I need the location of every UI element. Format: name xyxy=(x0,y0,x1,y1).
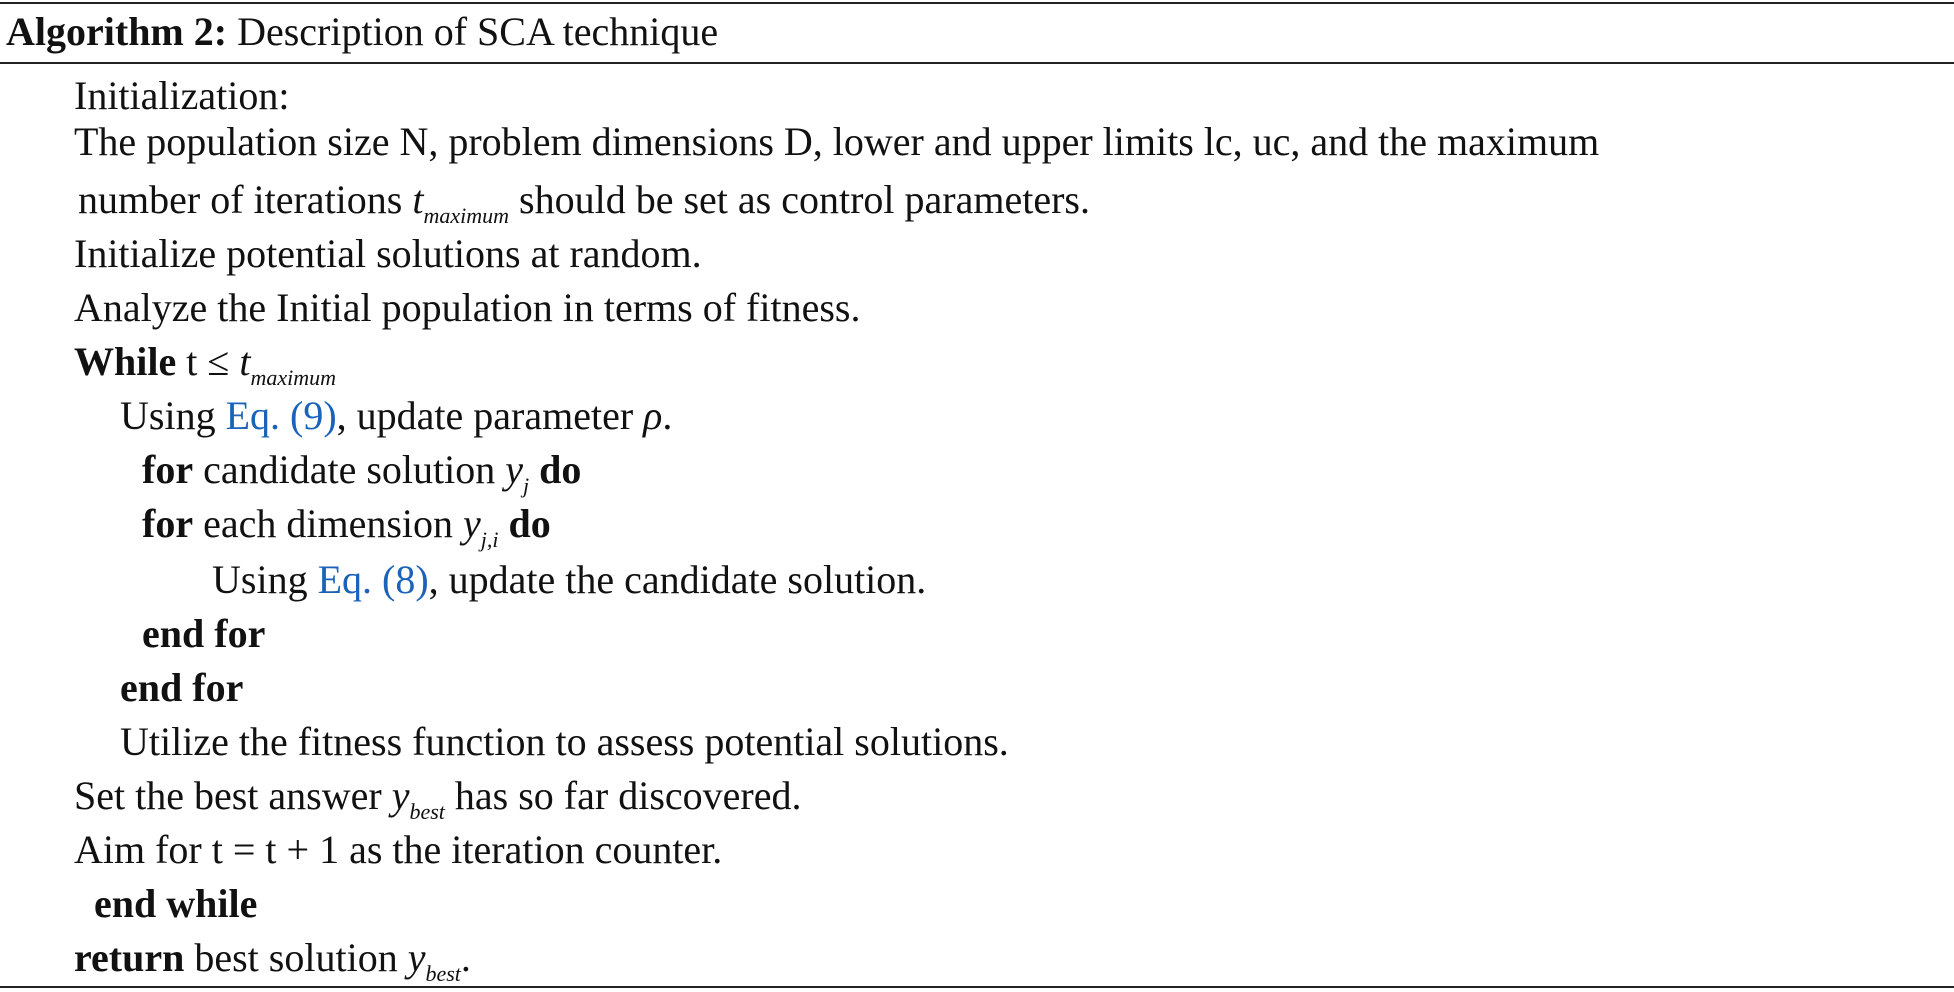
line-initialize-solutions xyxy=(74,230,702,278)
line-text: Set the best answer xyxy=(74,773,392,818)
math-var: t xyxy=(412,177,424,222)
line-text: Utilize the fitness function to assess potential solutions. xyxy=(120,719,1009,764)
equation-link[interactable]: Eq. (8) xyxy=(317,557,429,602)
line-text: Analyze the Initial population in terms of fitness. xyxy=(74,285,861,330)
line-text: should be set as control parameters. xyxy=(509,177,1090,222)
line-while xyxy=(74,338,336,392)
keyword: end for xyxy=(142,611,266,656)
line-text: . xyxy=(460,935,471,980)
algorithm-title xyxy=(6,8,718,56)
keyword: do xyxy=(498,501,551,546)
line-end-for-outer xyxy=(120,664,243,712)
math-subscript: j,i xyxy=(480,527,499,552)
top-rule xyxy=(0,2,1954,4)
math-subscript: maximum xyxy=(423,203,510,228)
line-text: Initialize potential solutions at random. xyxy=(74,231,702,276)
line-iteration-counter xyxy=(74,826,722,874)
line-for-dimension xyxy=(142,500,551,554)
line-text: Initialization: xyxy=(74,73,290,118)
line-parameters-cont xyxy=(78,176,1090,230)
line-analyze-population xyxy=(74,284,860,332)
math-var: y xyxy=(391,773,410,818)
math-var: y xyxy=(505,447,523,492)
keyword: end while xyxy=(94,881,258,926)
keyword: While xyxy=(74,339,177,384)
line-text: Using xyxy=(212,557,318,602)
keyword: for xyxy=(142,501,194,546)
math-subscript: j xyxy=(523,473,530,498)
math-var: y xyxy=(407,935,426,980)
line-update-rho xyxy=(120,392,672,440)
math-var: ρ xyxy=(643,393,663,438)
line-for-candidate xyxy=(142,446,581,500)
line-text: Using xyxy=(120,393,226,438)
line-text: Aim for t = t + 1 as the iteration counter. xyxy=(74,827,723,872)
line-parameters xyxy=(74,118,1599,166)
line-text: , update the candidate solution. xyxy=(428,557,927,602)
line-end-for-inner xyxy=(142,610,265,658)
math-subscript: best xyxy=(409,799,445,824)
line-text: number of iterations xyxy=(78,177,413,222)
line-update-candidate xyxy=(212,556,926,604)
math-var: y xyxy=(463,501,481,546)
line-text: The population size N, problem dimensions D, lower and upper limits lc, uc, and the maximum xyxy=(74,119,1600,164)
line-text: each dimension xyxy=(193,501,463,546)
line-set-best xyxy=(74,772,801,826)
line-end-while xyxy=(94,880,257,928)
line-return xyxy=(74,934,471,988)
keyword: end for xyxy=(120,665,244,710)
line-text: t ≤ xyxy=(176,339,240,384)
line-text: has so far discovered. xyxy=(444,773,802,818)
math-var: t xyxy=(239,339,251,384)
keyword: for xyxy=(142,447,194,492)
line-text: best solution xyxy=(184,935,408,980)
bottom-rule xyxy=(0,986,1954,988)
line-text: . xyxy=(662,393,673,438)
equation-link[interactable]: Eq. (9) xyxy=(225,393,337,438)
line-text: , update parameter xyxy=(336,393,644,438)
math-subscript: maximum xyxy=(250,365,336,390)
line-assess-solutions xyxy=(120,718,1009,766)
line-text: candidate solution xyxy=(193,447,506,492)
math-subscript: best xyxy=(425,961,461,986)
algorithm-label: Algorithm 2: xyxy=(6,9,228,54)
algorithm-caption: Description of SCA technique xyxy=(227,9,719,54)
title-rule xyxy=(0,62,1954,64)
keyword: return xyxy=(74,935,185,980)
keyword: do xyxy=(529,447,582,492)
line-initialization xyxy=(74,72,290,120)
